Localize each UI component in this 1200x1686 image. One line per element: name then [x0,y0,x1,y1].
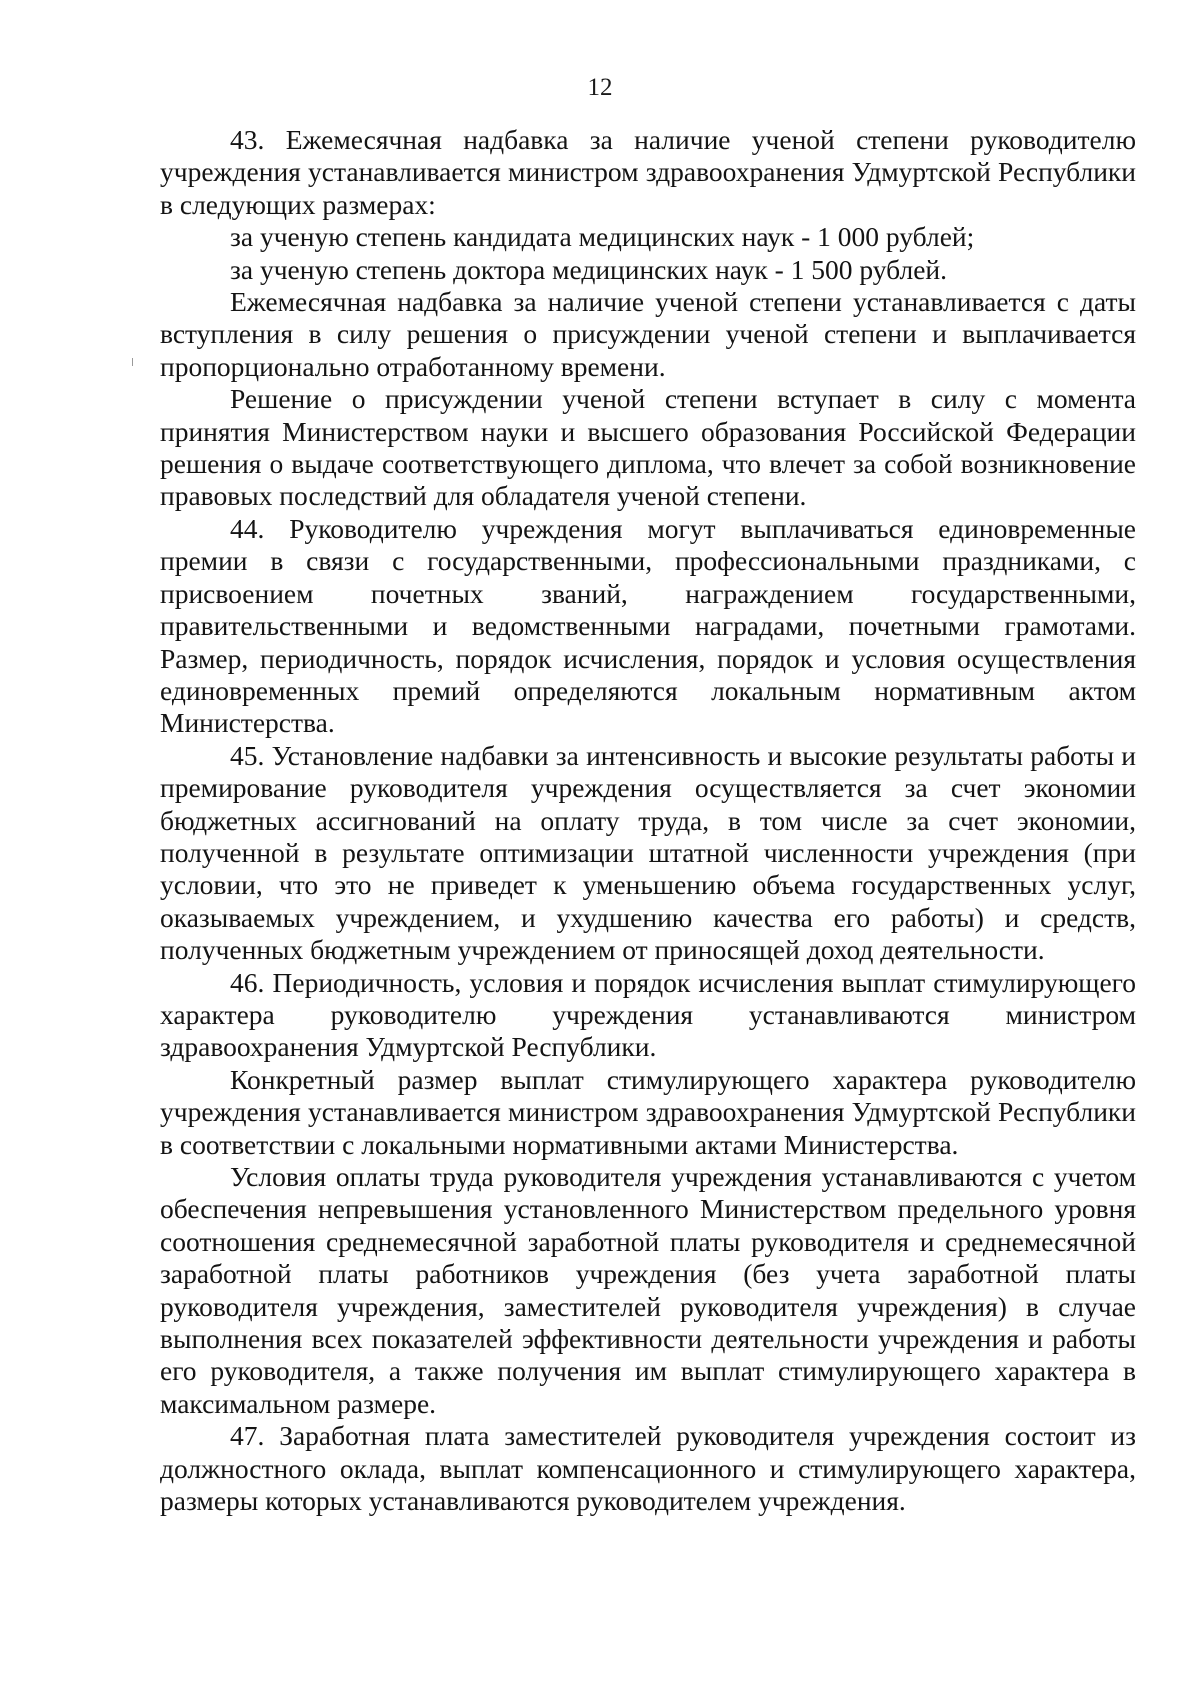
paragraph-46-pay-conditions: Условия оплаты труда руководителя учреждения устанавливаются с учетом обеспечения непревышения установленного Министерством предельного уровня соотношения среднемесячной заработной платы руководителя и среднемесячной заработной платы работников учреждения (без учета заработной платы руководителя учреждения, заместителей руководителя учреждения) в случае выполнения всех показателей эффективности деятельности учреждения и работы его руководителя, а также получения им выплат стимулирующего характера в максимальном размере. [160,1161,1136,1419]
document-body [160,124,1136,1517]
paragraph-43-doctor-rate: за ученую степень доктора медицинских наук - 1 500 рублей. [230,253,947,285]
paragraph-43-effective-date: Ежемесячная надбавка за наличие ученой степени устанавливается с даты вступления в силу решения о присуждении ученой степени и выплачивается пропорционально отработанному времени. [160,286,1136,382]
paragraph-43-decision: Решение о присуждении ученой степени вступает в силу с момента принятия Министерством науки и высшего образования Российской Федерации решения о выдаче соответствующего диплома, что влечет за собой возникновение правовых последствий для обладателя ученой степени. [160,383,1136,512]
paragraph-46-specific-amount: Конкретный размер выплат стимулирующего характера руководителю учреждения устанавливается министром здравоохранения Удмуртской Республики в соответствии с локальными нормативными актами Министерства. [160,1063,1136,1160]
paragraph-43-candidate-rate: за ученую степень кандидата медицинских наук - 1 000 рублей; [230,221,975,253]
paragraph-43: 43. Ежемесячная надбавка за наличие ученой степени руководителю учреждения устанавливается министром здравоохранения Удмуртской Республики в следующих размерах: [160,124,1136,220]
paragraph-47: 47. Заработная плата заместителей руководителя учреждения состоит из должностного оклада, выплат компенсационного и стимулирующего характера, размеры которых устанавливаются руководителем учреждения. [160,1420,1136,1517]
margin-mark [132,358,133,366]
paragraph-45: 45. Установление надбавки за интенсивность и высокие результаты работы и премирование руководителя учреждения осуществляется за счет экономии бюджетных ассигнований на оплату труда, в том числе за счет экономии, полученной в результате оптимизации штатной численности учреждения (при условии, что это не приведет к уменьшению объема государственных услуг, оказываемых учреждением, и ухудшению качества его работы) и средств, полученных бюджетным учреждением от приносящей доход деятельности. [160,739,1136,966]
paragraph-44: 44. Руководителю учреждения могут выплачиваться единовременные премии в связи с государственными, профессиональными праздниками, с присвоением почетных званий, награждением государственными, правительственными и ведомственными наградами, почетными грамотами. Размер, периодичность, порядок исчисления, порядок и условия осуществления единовременных премий определяются локальным нормативным актом Министерства. [160,512,1136,739]
page-number: 12 [587,74,613,101]
paragraph-46: 46. Периодичность, условия и порядок исчисления выплат стимулирующего характера руководителю учреждения устанавливаются министром здравоохранения Удмуртской Республики. [160,966,1136,1063]
